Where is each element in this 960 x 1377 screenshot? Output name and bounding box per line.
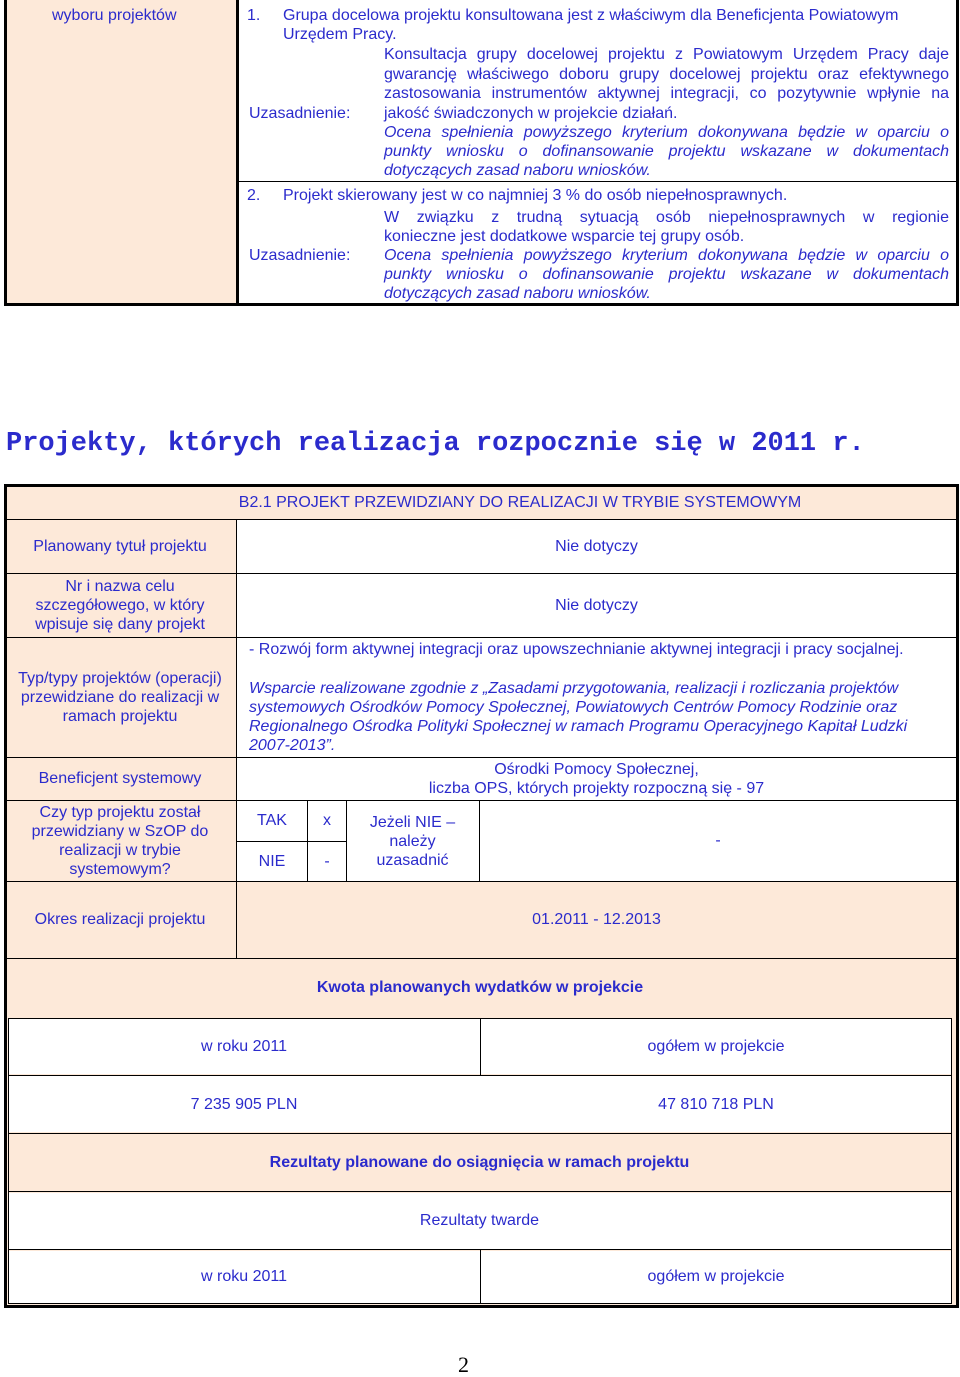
title-label: Planowany tytuł projektu xyxy=(33,537,207,555)
goal-value: Nie dotyczy xyxy=(555,596,638,614)
type-label: Typ/typy projektów (operacji) przewidziane do realizacji w ramach projektu xyxy=(18,670,222,725)
year-label-2: w roku 2011 xyxy=(201,1267,287,1285)
criterion1-text-line: Konsultacja grupy docelowej projektu z Powiatowym Urzędem Pracy daje xyxy=(384,46,949,63)
criterion2-justification-label: Uzasadnienie: xyxy=(249,247,351,264)
period-label: Okres realizacji projektu xyxy=(34,911,206,928)
section-heading: Projekty, których realizacja rozpocznie się w 2011 r. xyxy=(6,429,865,459)
top-table-left-cell xyxy=(4,0,237,305)
beneficiary-label: Beneficjent systemowy xyxy=(38,770,202,787)
year-amount: 7 235 905 PLN xyxy=(190,1095,298,1113)
tak-label: TAK xyxy=(257,812,287,829)
nie-label: NIE xyxy=(258,852,286,870)
goal-label: Nr i nazwa celu szczegółowego, w który wpisuje się dany projekt xyxy=(35,578,205,633)
criterion2-text-line: konieczne jest dodatkowe wsparcie tej grupy osób. xyxy=(384,228,745,245)
beneficiary-line2: liczba OPS, których projekty rozpoczną się - 97 xyxy=(428,780,765,797)
type-value-2-line: 2007-2013”. xyxy=(249,737,336,754)
criterion2-italic-line: dotyczących zasad naboru wniosków. xyxy=(384,285,651,302)
if-no-value: - xyxy=(715,832,721,849)
type-value-1: - Rozwój form aktywnej integracji oraz upowszechnianie aktywnej integracji i pracy socjalnej. xyxy=(249,641,904,658)
criterion1-text-line: zastosowania instrumentów aktywnej integracji, co pozytywnie wpłynie na xyxy=(384,85,949,102)
criterion2-number: 2. xyxy=(247,187,261,204)
criterion2-text-line: W związku z trudną sytuacją osób niepełnosprawnych w regionie xyxy=(384,209,949,226)
criterion1-text-line: jakość świadczonych w projekcie działań. xyxy=(384,105,678,122)
criterion2-italic-line: punkty wniosku o dofinansowanie projektu wskazane w dokumentach xyxy=(384,266,949,283)
total-amount: 47 810 718 PLN xyxy=(658,1095,774,1113)
total-label-2: ogółem w projekcie xyxy=(647,1267,785,1285)
criterion1-italic-line: dotyczących zasad naboru wniosków. xyxy=(384,162,651,179)
criterion2-italic-line: Ocena spełnienia powyższego kryterium dokonywana będzie w oparciu o xyxy=(384,247,949,264)
criterion2-title: Projekt skierowany jest w co najmniej 3 % do osób niepełnosprawnych. xyxy=(283,187,788,204)
title-value: Nie dotyczy xyxy=(555,537,638,555)
criterion1-title-line2: Urzędem Pracy. xyxy=(283,26,397,43)
systemic-label: Czy typ projektu został przewidziany w SzOP do realizacji w trybie systemowym? xyxy=(31,804,209,878)
hard-results: Rezultaty twarde xyxy=(419,1211,540,1229)
tak-mark: x xyxy=(323,812,331,829)
criterion1-italic-line: punkty wniosku o dofinansowanie projektu wskazane w dokumentach xyxy=(384,143,949,160)
beneficiary-line1: Ośrodki Pomocy Społecznej, xyxy=(494,761,699,778)
top-left-label: wyboru projektów xyxy=(52,7,177,24)
budget-header: Kwota planowanych wydatków w projekcie xyxy=(316,979,644,996)
type-value-2-line: Wsparcie realizowane zgodnie z „Zasadami przygotowania, realizacji i rozliczania projektów xyxy=(249,680,899,697)
if-no-label: Jeżeli NIE – należy uzasadnić xyxy=(369,813,456,869)
period-value: 01.2011 - 12.2013 xyxy=(532,911,661,928)
criterion1-justification-label: Uzasadnienie: xyxy=(249,105,351,122)
page-number: 2 xyxy=(458,1352,469,1377)
results-header: Rezultaty planowane do osiągnięcia w ramach projektu xyxy=(269,1153,690,1171)
b2-header: B2.1 PROJEKT PRZEWIDZIANY DO REALIZACJI W TRYBIE SYSTEMOWYM xyxy=(238,494,802,511)
year-label: w roku 2011 xyxy=(201,1038,287,1055)
type-value-2-line: Regionalnego Ośrodka Polityki Społecznej w ramach Programu Operacyjnego Kapitał Ludzki xyxy=(249,718,908,735)
criterion1-text-line: gwarancję właściwego doboru grupy docelowej projektu oraz efektywnego xyxy=(384,66,949,83)
criterion1-number: 1. xyxy=(247,7,261,24)
criterion1-title-line1: Grupa docelowa projektu konsultowana jest z właściwym dla Beneficjenta Powiatowym xyxy=(283,7,899,24)
total-label: ogółem w projekcie xyxy=(647,1038,785,1055)
nie-mark: - xyxy=(324,852,330,870)
type-value-2-line: systemowych Ośrodków Pomocy Społecznej, Powiatowych Centrów Pomocy Rodzinie oraz xyxy=(249,699,898,716)
criterion1-italic-line: Ocena spełnienia powyższego kryterium dokonywana będzie w oparciu o xyxy=(384,124,949,141)
